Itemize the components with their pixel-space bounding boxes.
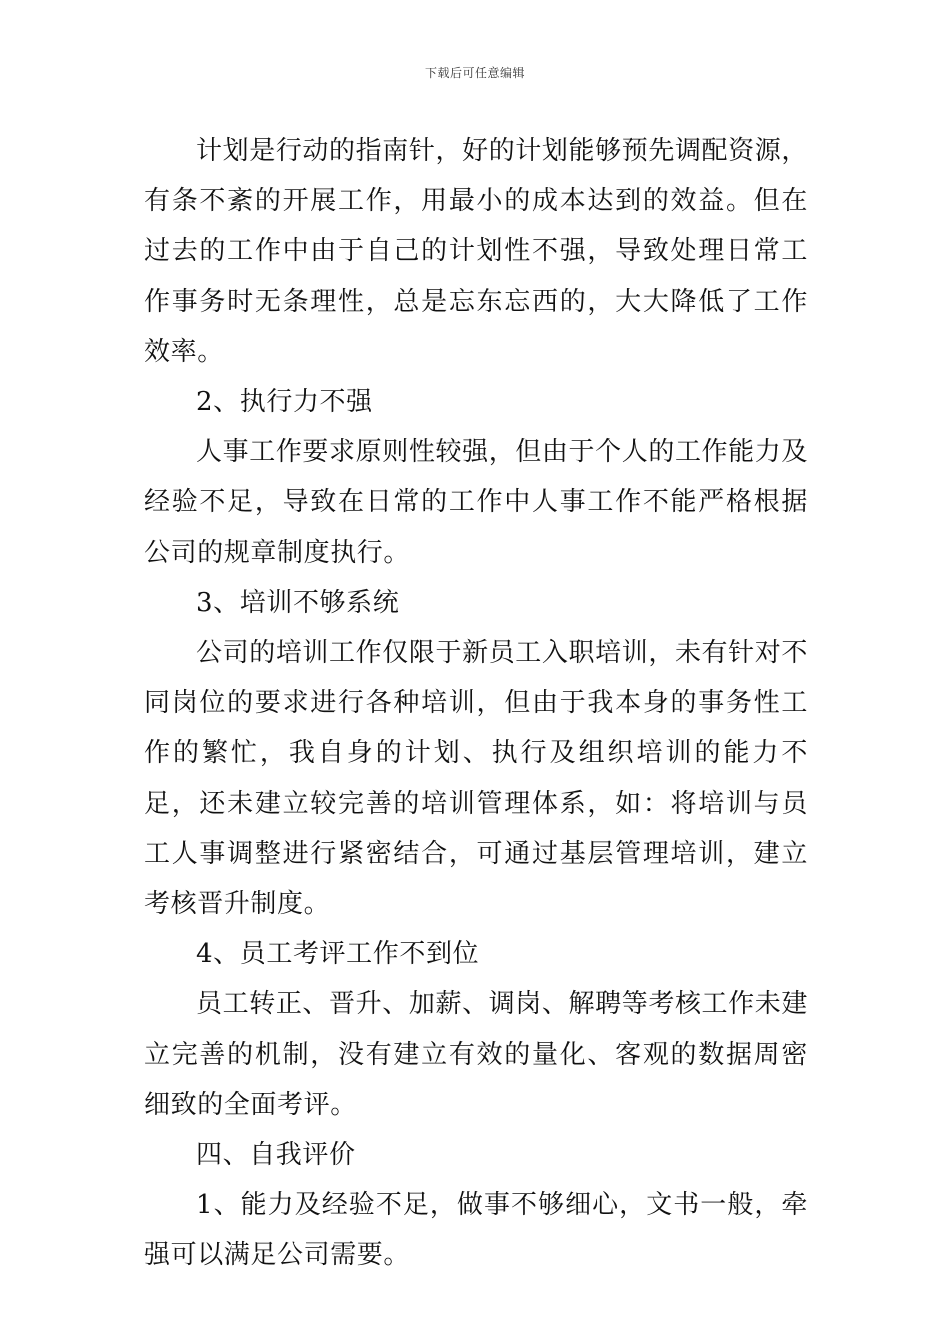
paragraph-planning: 计划是行动的指南针，好的计划能够预先调配资源，有条不紊的开展工作，用最小的成本达到的效益。但在过去的工作中由于自己的计划性不强，导致处理日常工作事务时无条理性，总是忘东忘西的，大大降低了工作效率。: [144, 136, 808, 367]
heading-evaluation: 4、员工考评工作不到位: [196, 939, 480, 970]
header-note: 下载后可任意编辑: [424, 66, 525, 80]
paragraph-ability: 1、能力及经验不足，做事不够细心，文书一般，牵强可以满足公司需要。: [144, 1190, 808, 1271]
heading-self-assessment: 四、自我评价: [196, 1140, 356, 1171]
paragraph-training: 公司的培训工作仅限于新员工入职培训，未有针对不同岗位的要求进行各种培训，但由于我本身的事务性工作的繁忙，我自身的计划、执行及组织培训的能力不足，还未建立较完善的培训管理体系，如：将培训与员工人事调整进行紧密结合，可通过基层管理培训，建立考核晋升制度。: [144, 638, 808, 920]
heading-execution: 2、执行力不强: [196, 387, 373, 418]
document-body: [144, 126, 808, 1281]
paragraph-evaluation: 员工转正、晋升、加薪、调岗、解聘等考核工作未建立完善的机制，没有建立有效的量化、客观的数据周密细致的全面考评。: [144, 989, 808, 1120]
paragraph-execution: 人事工作要求原则性较强，但由于个人的工作能力及经验不足，导致在日常的工作中人事工作不能严格根据公司的规章制度执行。: [144, 437, 808, 568]
heading-training: 3、培训不够系统: [196, 587, 400, 618]
